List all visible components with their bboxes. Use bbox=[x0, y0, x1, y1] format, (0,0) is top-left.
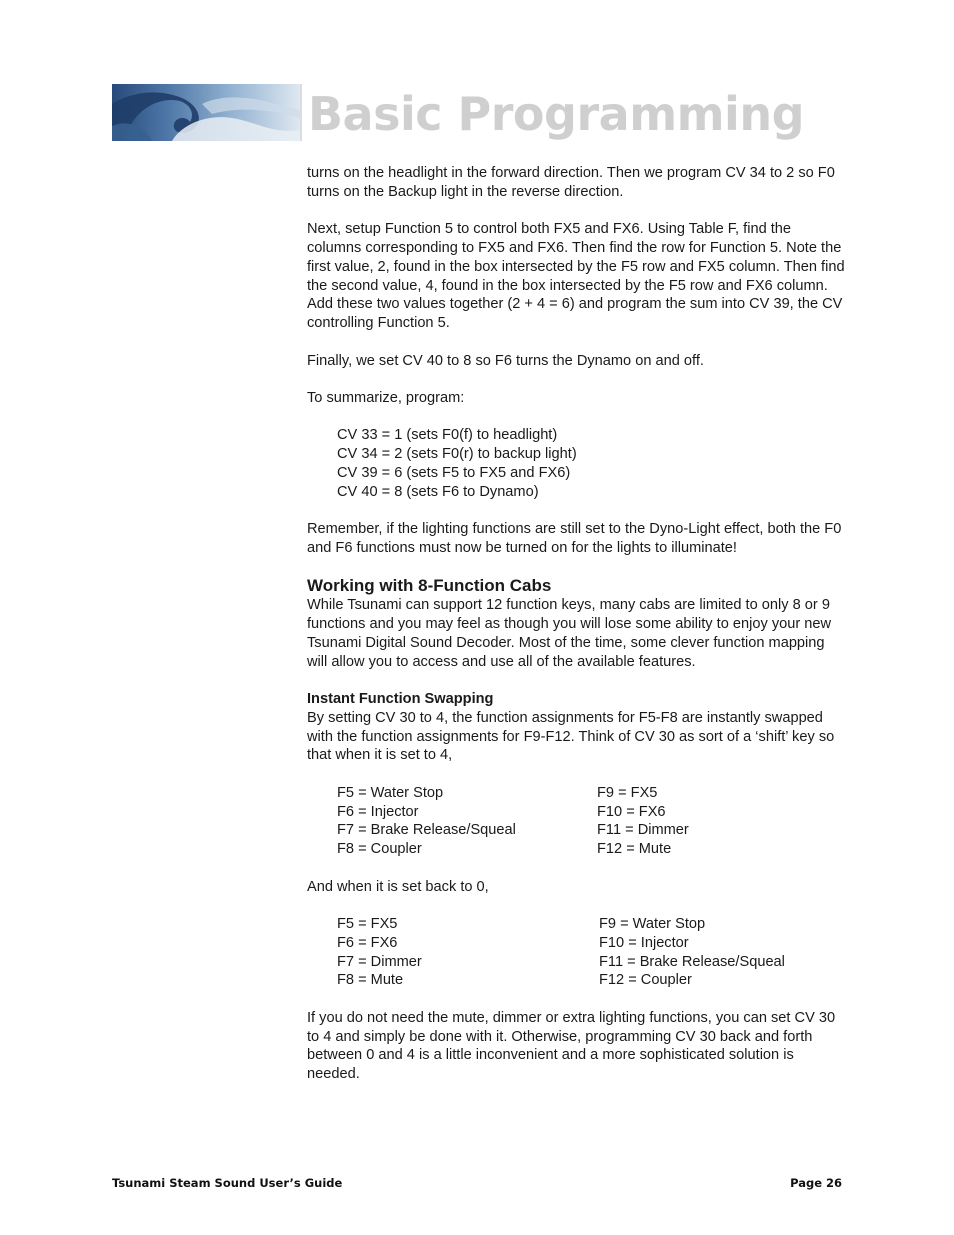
mapping-item: F7 = Brake Release/Squeal bbox=[337, 822, 516, 839]
subsection-heading-swapping: Instant Function Swapping bbox=[307, 691, 494, 708]
page-title: Basic Programming bbox=[308, 87, 804, 141]
paragraph: Next, setup Function 5 to control both FX5 and FX6. Using Table F, find the columns corresponding to FX5 and FX6. Then find the row for Function 5. Note the first value, 2, found in the box intersected by the F5 row and FX5 column. Then find the second value, 4, found in the box intersected by the F5 row and FX6 column. Add these two values together (2 + 4 = 6) and program the sum into CV 39, the CV controlling Function 5. bbox=[307, 221, 845, 332]
swap-column-left bbox=[337, 915, 599, 990]
mapping-item: F12 = Coupler bbox=[599, 972, 692, 989]
summary-item: CV 33 = 1 (sets F0(f) to headlight) bbox=[337, 427, 558, 444]
summary-list bbox=[307, 426, 847, 501]
mapping-item: F11 = Dimmer bbox=[597, 822, 689, 839]
mapping-item: F9 = FX5 bbox=[597, 784, 658, 801]
swap-column-left bbox=[337, 784, 597, 859]
mapping-item: F11 = Brake Release/Squeal bbox=[599, 953, 785, 970]
summary-item: CV 39 = 6 (sets F5 to FX5 and FX6) bbox=[337, 464, 571, 481]
header-wave-image bbox=[112, 84, 300, 141]
mapping-item: F9 = Water Stop bbox=[599, 916, 706, 933]
mapping-item: F6 = Injector bbox=[337, 803, 419, 820]
footer-guide-title: Tsunami Steam Sound User’s Guide bbox=[112, 1176, 343, 1190]
mapping-item: F8 = Coupler bbox=[337, 841, 422, 858]
main-content bbox=[307, 164, 847, 1103]
paragraph: While Tsunami can support 12 function keys, many cabs are limited to only 8 or 9 functions and you may feel as though you will lose some ability to enjoy your new Tsunami Digital Sound Decoder. Most of the time, some clever function mapping will allow you to access and use all of the available features. bbox=[307, 597, 832, 670]
paragraph: To summarize, program: bbox=[307, 389, 465, 406]
paragraph: If you do not need the mute, dimmer or extra lighting functions, you can set CV 30 to 4 and simply be done with it. Otherwise, programming CV 30 back and forth between 0 and 4 is a little inconvenient and a more sophisticated solution is needed. bbox=[307, 1009, 836, 1083]
swap-table-cv30-0 bbox=[307, 915, 847, 990]
mapping-item: F10 = FX6 bbox=[597, 803, 666, 820]
title-divider bbox=[300, 84, 302, 141]
mapping-item: F5 = Water Stop bbox=[337, 784, 444, 801]
mapping-item: F7 = Dimmer bbox=[337, 953, 422, 970]
mapping-item: F5 = FX5 bbox=[337, 916, 398, 933]
paragraph: Finally, we set CV 40 to 8 so F6 turns the Dynamo on and off. bbox=[307, 352, 704, 369]
summary-item: CV 34 = 2 (sets F0(r) to backup light) bbox=[337, 446, 577, 463]
swap-table-cv30-4 bbox=[307, 784, 847, 859]
paragraph: Remember, if the lighting functions are still set to the Dyno-Light effect, both the F0 and F6 functions must now be turned on for the lights to illuminate! bbox=[307, 521, 842, 556]
paragraph: turns on the headlight in the forward direction. Then we program CV 34 to 2 so F0 turns on the Backup light in the reverse direction. bbox=[307, 165, 835, 200]
mapping-item: F12 = Mute bbox=[597, 841, 672, 858]
swap-column-right bbox=[597, 784, 689, 859]
mapping-item: F10 = Injector bbox=[599, 934, 689, 951]
swap-column-right bbox=[599, 915, 785, 990]
wave-graphic bbox=[112, 84, 300, 141]
section-heading-cabs: Working with 8-Function Cabs bbox=[307, 576, 552, 596]
summary-item: CV 40 = 8 (sets F6 to Dynamo) bbox=[337, 483, 539, 500]
paragraph: By setting CV 30 to 4, the function assignments for F5-F8 are instantly swapped with the function assignments for F9-F12. Think of CV 30 as sort of a ‘shift’ key so that when it is set to 4, bbox=[307, 709, 835, 764]
mapping-item: F6 = FX6 bbox=[337, 934, 398, 951]
mapping-item: F8 = Mute bbox=[337, 972, 404, 989]
paragraph: And when it is set back to 0, bbox=[307, 878, 489, 895]
footer-page-number: Page 26 bbox=[790, 1176, 842, 1190]
